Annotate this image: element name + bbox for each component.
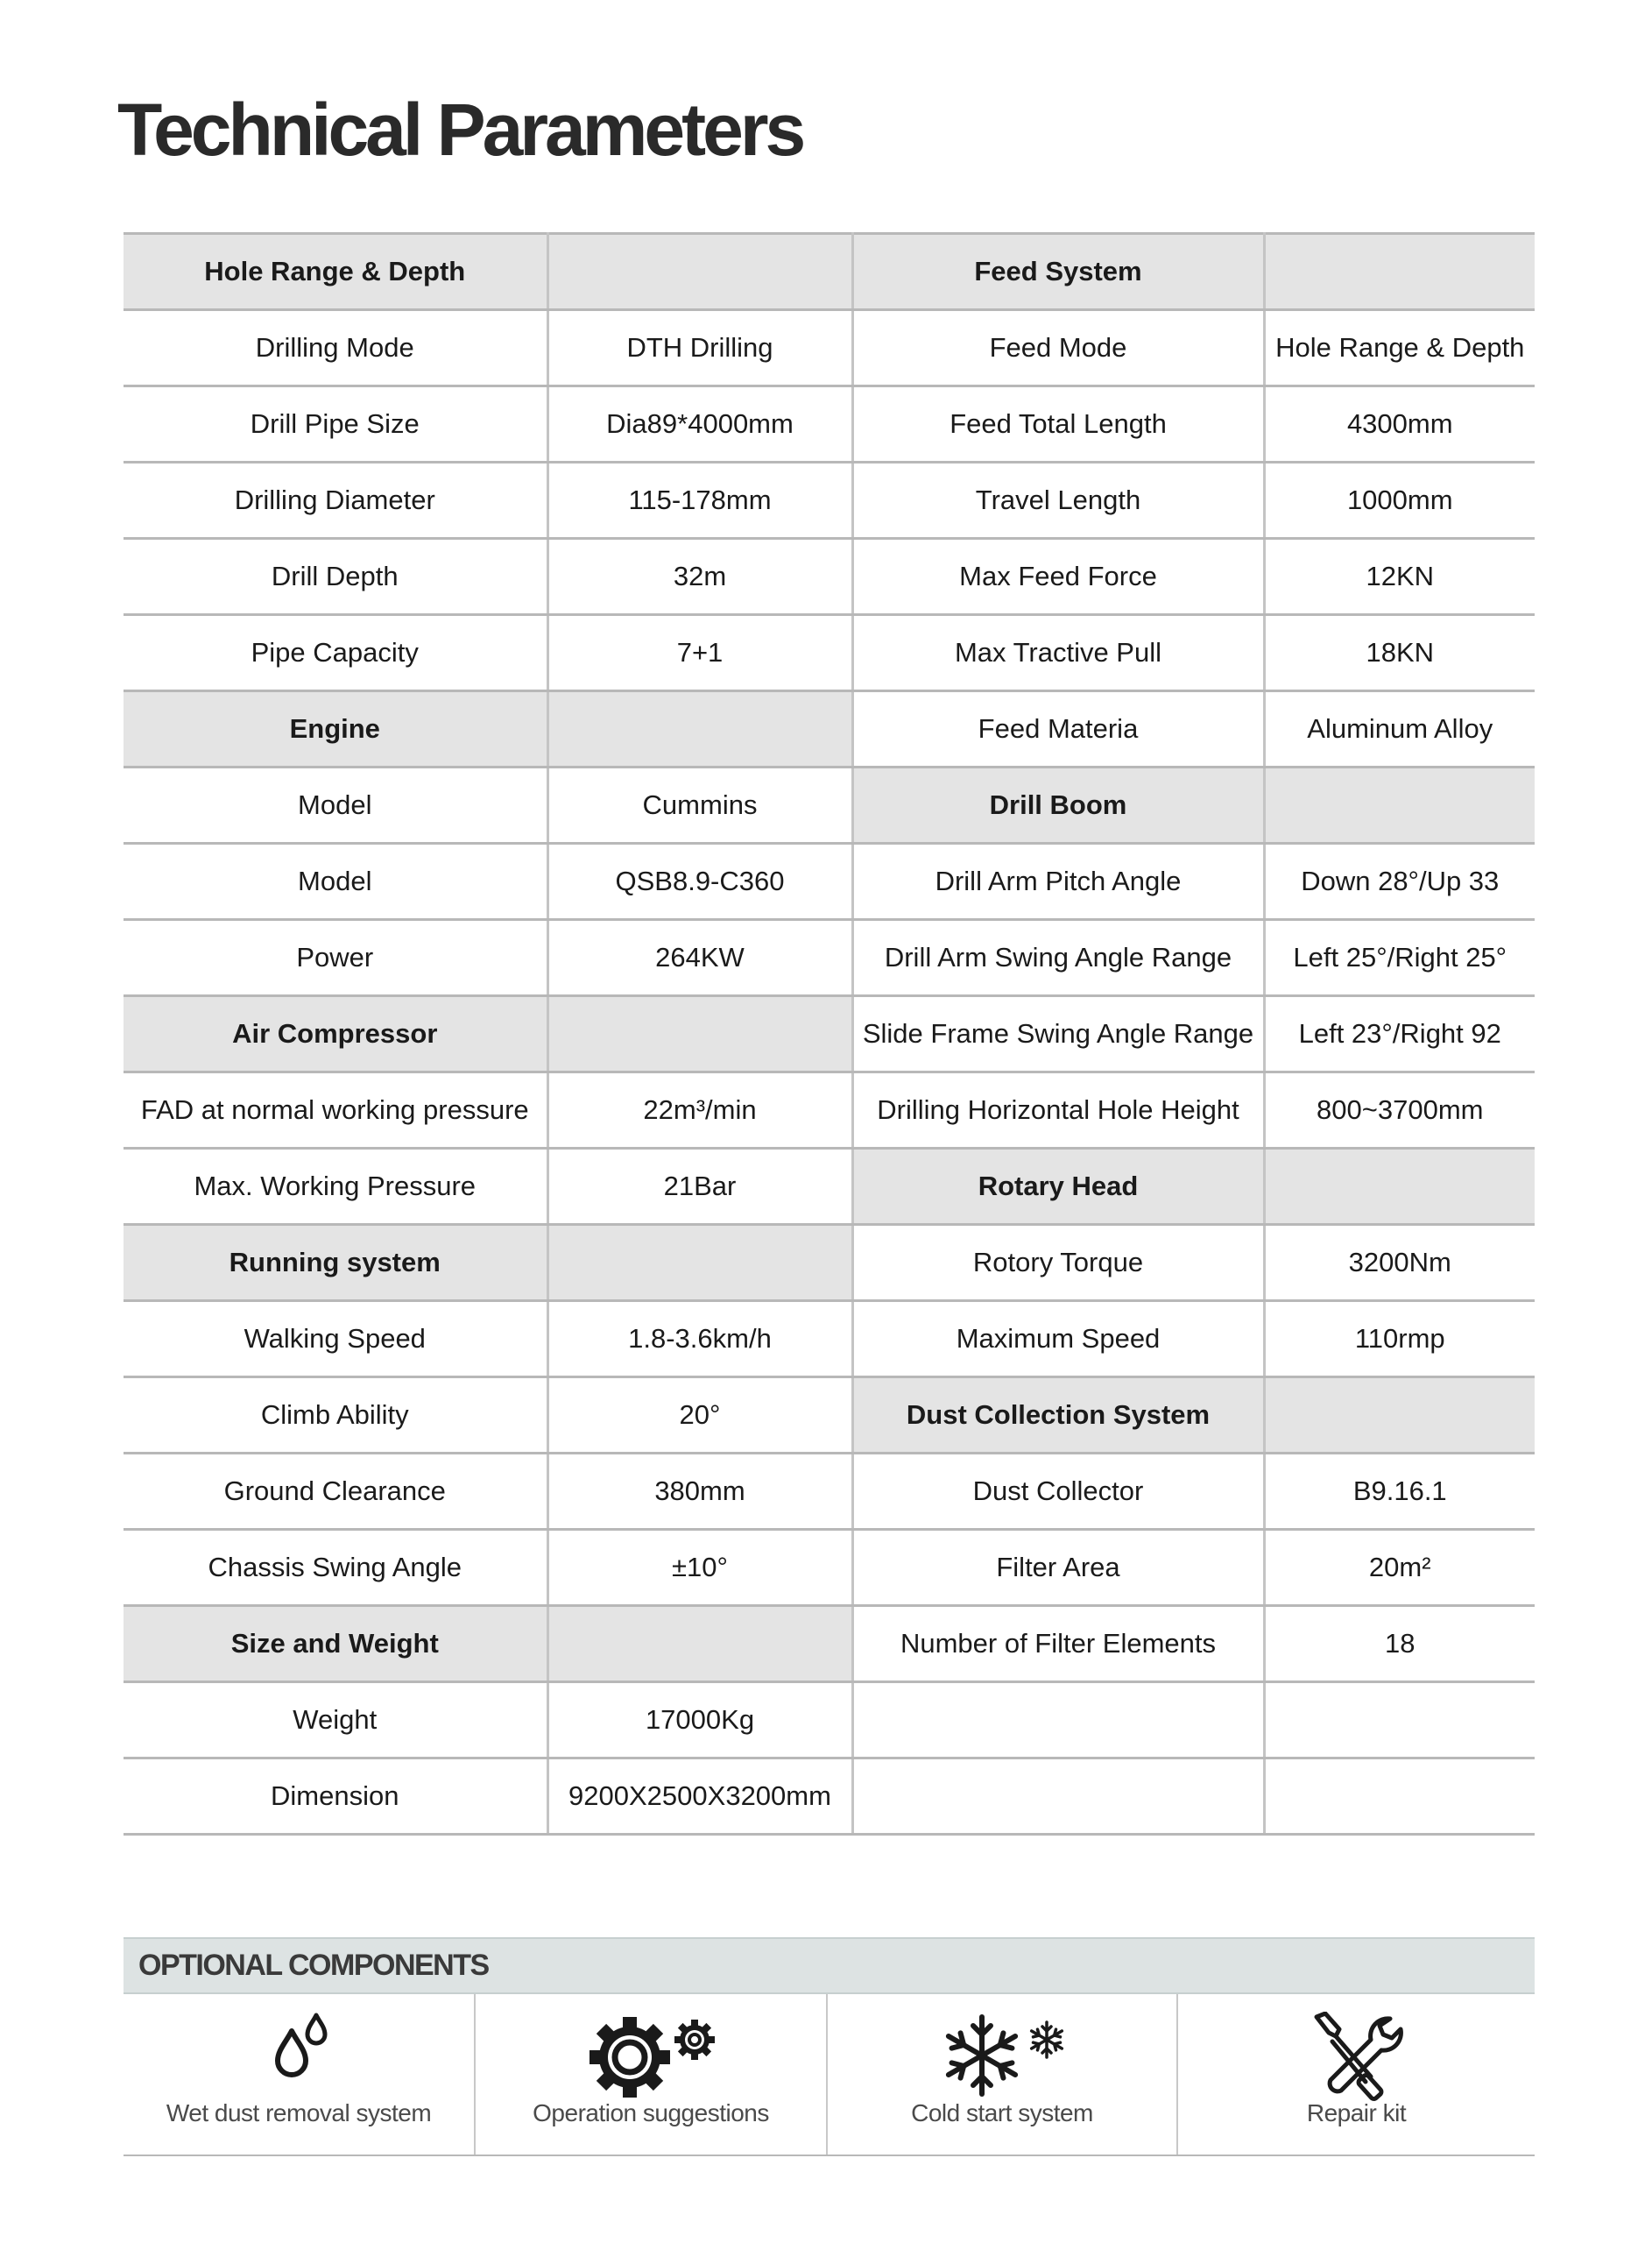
spec-row — [124, 996, 1535, 1072]
parameter-name-cell: Rotory Torque — [852, 1225, 1264, 1301]
optional-item-wet-dust — [124, 1994, 476, 2155]
parameter-name-cell — [852, 1682, 1264, 1758]
spec-row — [124, 615, 1535, 691]
section-header-cell: Air Compressor — [124, 996, 547, 1072]
parameter-value-cell: 20° — [547, 1377, 852, 1454]
optional-item-label: Wet dust removal system — [166, 2099, 432, 2126]
spec-row — [124, 310, 1535, 386]
wrench-screwdriver-icon — [1310, 2012, 1406, 2108]
spec-row — [124, 1682, 1535, 1758]
parameter-name-cell: Feed Materia — [852, 691, 1264, 768]
parameter-value-cell: Hole Range & Depth — [1264, 310, 1535, 386]
parameter-value-cell: 17000Kg — [547, 1682, 852, 1758]
parameter-value-cell: Dia89*4000mm — [547, 386, 852, 463]
spec-row — [124, 1758, 1535, 1835]
parameter-value-cell: Left 23°/Right 92 — [1264, 996, 1535, 1072]
parameter-name-cell: Dimension — [124, 1758, 547, 1835]
parameter-value-cell: 12KN — [1264, 539, 1535, 615]
parameter-name-cell: Drill Arm Pitch Angle — [852, 844, 1264, 920]
section-header-cell: Size and Weight — [124, 1606, 547, 1682]
optional-item-label: Repair kit — [1306, 2099, 1407, 2126]
optional-item-repair-kit — [1178, 1994, 1535, 2155]
parameter-name-cell: Travel Length — [852, 463, 1264, 539]
parameter-value-cell: 264KW — [547, 920, 852, 996]
parameter-name-cell: Ground Clearance — [124, 1454, 547, 1530]
parameter-value-cell: 800~3700mm — [1264, 1072, 1535, 1149]
parameter-value-cell: 1000mm — [1264, 463, 1535, 539]
parameter-name-cell: Dust Collector — [852, 1454, 1264, 1530]
spec-row — [124, 1377, 1535, 1454]
spec-row — [124, 1606, 1535, 1682]
parameter-value-cell: 110rmp — [1264, 1301, 1535, 1377]
parameter-value-cell: Left 25°/Right 25° — [1264, 920, 1535, 996]
parameter-value-cell: 7+1 — [547, 615, 852, 691]
optional-item-label: Operation suggestions — [533, 2099, 769, 2126]
parameter-name-cell: Number of Filter Elements — [852, 1606, 1264, 1682]
optional-components-header — [124, 1937, 1535, 1994]
parameter-value-cell — [1264, 1758, 1535, 1835]
section-header-cell: Dust Collection System — [852, 1377, 1264, 1454]
parameter-value-cell: 22m³/min — [547, 1072, 852, 1149]
optional-item-label: Cold start system — [911, 2099, 1093, 2126]
spec-row — [124, 920, 1535, 996]
parameter-value-cell: DTH Drilling — [547, 310, 852, 386]
optional-components-grid — [124, 1994, 1535, 2156]
parameter-value-cell: 18 — [1264, 1606, 1535, 1682]
spec-row — [124, 1225, 1535, 1301]
parameter-value-cell: Aluminum Alloy — [1264, 691, 1535, 768]
parameter-name-cell: Climb Ability — [124, 1377, 547, 1454]
spec-row — [124, 1530, 1535, 1606]
water-drops-icon — [272, 2012, 334, 2086]
section-header-cell — [547, 1225, 852, 1301]
parameter-name-cell: Model — [124, 768, 547, 844]
section-header-cell: Running system — [124, 1225, 547, 1301]
section-header-cell — [1264, 1149, 1535, 1225]
optional-item-operation — [476, 1994, 828, 2155]
section-header-cell: Rotary Head — [852, 1149, 1264, 1225]
section-header-cell — [1264, 234, 1535, 310]
section-header-cell — [547, 1606, 852, 1682]
gears-icon — [588, 2012, 719, 2104]
parameter-value-cell: 18KN — [1264, 615, 1535, 691]
parameter-name-cell: Drill Depth — [124, 539, 547, 615]
parameter-value-cell: 3200Nm — [1264, 1225, 1535, 1301]
parameter-name-cell: Maximum Speed — [852, 1301, 1264, 1377]
parameter-name-cell: Weight — [124, 1682, 547, 1758]
optional-components-title: OPTIONAL COMPONENTS — [138, 1949, 489, 1982]
parameter-name-cell: Max. Working Pressure — [124, 1149, 547, 1225]
section-header-cell: Feed System — [852, 234, 1264, 310]
parameter-name-cell: Drilling Horizontal Hole Height — [852, 1072, 1264, 1149]
spec-table — [124, 232, 1535, 1836]
parameter-name-cell: Max Tractive Pull — [852, 615, 1264, 691]
parameter-name-cell: Drill Arm Swing Angle Range — [852, 920, 1264, 996]
parameter-name-cell: Chassis Swing Angle — [124, 1530, 547, 1606]
parameter-name-cell: Pipe Capacity — [124, 615, 547, 691]
page-title: Technical Parameters — [117, 88, 803, 171]
spec-row — [124, 1149, 1535, 1225]
parameter-name-cell: Feed Mode — [852, 310, 1264, 386]
section-header-cell — [1264, 1377, 1535, 1454]
section-header-cell — [547, 691, 852, 768]
parameter-value-cell: 380mm — [547, 1454, 852, 1530]
section-header-cell: Hole Range & Depth — [124, 234, 547, 310]
parameter-name-cell: Walking Speed — [124, 1301, 547, 1377]
parameter-value-cell: 32m — [547, 539, 852, 615]
parameter-name-cell: Drill Pipe Size — [124, 386, 547, 463]
parameter-name-cell: Drilling Mode — [124, 310, 547, 386]
parameter-name-cell: Filter Area — [852, 1530, 1264, 1606]
parameter-value-cell: Down 28°/Up 33 — [1264, 844, 1535, 920]
parameter-value-cell: 115-178mm — [547, 463, 852, 539]
section-header-cell — [1264, 768, 1535, 844]
parameter-name-cell: Slide Frame Swing Angle Range — [852, 996, 1264, 1072]
parameter-value-cell: 4300mm — [1264, 386, 1535, 463]
parameter-value-cell: 1.8-3.6km/h — [547, 1301, 852, 1377]
parameter-name-cell — [852, 1758, 1264, 1835]
spec-row — [124, 386, 1535, 463]
spec-row — [124, 1454, 1535, 1530]
section-header-cell: Engine — [124, 691, 547, 768]
section-header-cell — [547, 996, 852, 1072]
parameter-value-cell: 20m² — [1264, 1530, 1535, 1606]
parameter-value-cell: 21Bar — [547, 1149, 852, 1225]
parameter-name-cell: Power — [124, 920, 547, 996]
parameter-name-cell: Feed Total Length — [852, 386, 1264, 463]
parameter-name-cell: FAD at normal working pressure — [124, 1072, 547, 1149]
spec-row — [124, 768, 1535, 844]
spec-row — [124, 1301, 1535, 1377]
parameter-value-cell: Cummins — [547, 768, 852, 844]
spec-row — [124, 539, 1535, 615]
parameter-value-cell — [1264, 1682, 1535, 1758]
parameter-value-cell: B9.16.1 — [1264, 1454, 1535, 1530]
parameter-name-cell: Drilling Diameter — [124, 463, 547, 539]
spec-row — [124, 463, 1535, 539]
snowflake-icon — [940, 2012, 1071, 2104]
parameter-value-cell: ±10° — [547, 1530, 852, 1606]
parameter-name-cell: Max Feed Force — [852, 539, 1264, 615]
spec-row — [124, 844, 1535, 920]
parameter-name-cell: Model — [124, 844, 547, 920]
parameter-value-cell: 9200X2500X3200mm — [547, 1758, 852, 1835]
spec-row — [124, 691, 1535, 768]
parameter-value-cell: QSB8.9-C360 — [547, 844, 852, 920]
section-header-cell: Drill Boom — [852, 768, 1264, 844]
section-header-cell — [547, 234, 852, 310]
spec-row — [124, 1072, 1535, 1149]
spec-row — [124, 234, 1535, 310]
optional-item-cold-start — [828, 1994, 1178, 2155]
